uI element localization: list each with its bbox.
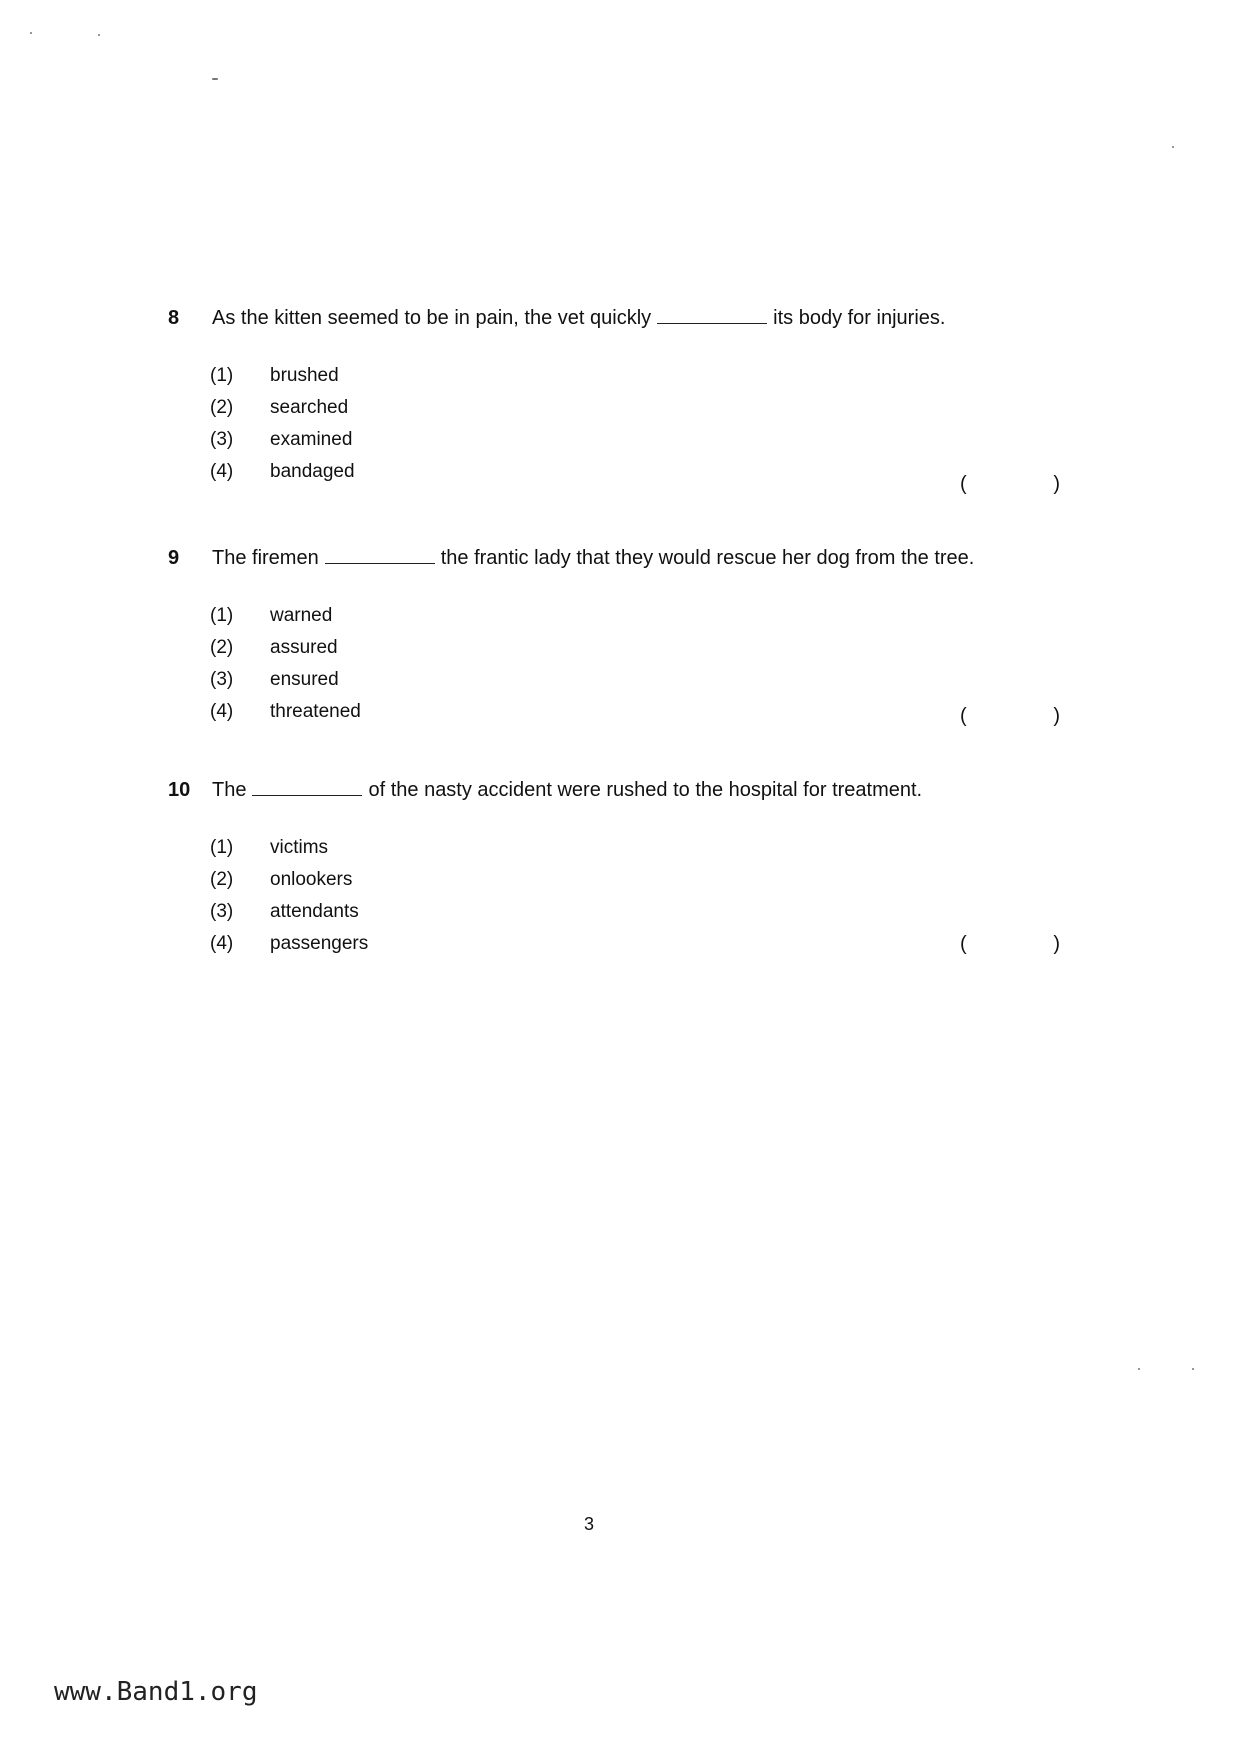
option-number: (3) <box>210 669 234 690</box>
question-text-before: The firemen <box>212 547 319 569</box>
answer-open-paren: ( <box>960 705 967 727</box>
option-text: threatened <box>270 701 361 722</box>
option-text: passengers <box>270 933 369 954</box>
option-text: bandaged <box>270 461 355 482</box>
answer-box[interactable] <box>960 928 1060 960</box>
question-text <box>212 538 974 578</box>
answer-open-paren: ( <box>960 473 967 495</box>
question-text-after: of the nasty accident were rushed to the hospital for treatment. <box>368 779 923 801</box>
option-text: warned <box>270 605 333 626</box>
option-text: examined <box>270 429 353 450</box>
question-number: 9 <box>168 547 180 569</box>
answer-box[interactable] <box>960 468 1060 500</box>
answer-blank <box>325 545 435 564</box>
page-number: 3 <box>584 1514 595 1534</box>
question-text <box>212 298 945 338</box>
option-number: (2) <box>210 397 234 418</box>
option-number: (1) <box>210 365 234 386</box>
watermark-url: www.Band1.org <box>54 1677 258 1707</box>
option-text: victims <box>270 837 329 858</box>
question-text-before: The <box>212 779 247 801</box>
scan-speck <box>30 32 32 34</box>
answer-close-paren: ) <box>1053 705 1060 727</box>
option-text: searched <box>270 397 349 418</box>
option-number: (2) <box>210 637 234 658</box>
question-stem <box>168 298 1068 338</box>
option-text: ensured <box>270 669 339 690</box>
option-number: (2) <box>210 869 234 890</box>
question-number: 10 <box>168 779 191 801</box>
answer-close-paren: ) <box>1053 473 1060 495</box>
option-number: (1) <box>210 605 234 626</box>
question-text <box>212 770 922 810</box>
scan-speck <box>98 34 100 36</box>
question-8 <box>168 298 1068 495</box>
question-text-before: As the kitten seemed to be in pain, the vet quickly <box>212 307 652 329</box>
option-number: (1) <box>210 837 234 858</box>
option-number: (3) <box>210 429 234 450</box>
answer-open-paren: ( <box>960 933 967 955</box>
option-number: (4) <box>210 933 234 954</box>
option-number: (4) <box>210 461 234 482</box>
answer-blank <box>252 777 362 796</box>
scan-speck <box>1192 1368 1194 1370</box>
question-number: 8 <box>168 307 180 329</box>
scan-speck <box>1172 146 1174 148</box>
answer-close-paren: ) <box>1053 933 1060 955</box>
option-text: assured <box>270 637 338 658</box>
option-number: (3) <box>210 901 234 922</box>
question-10 <box>168 770 1068 955</box>
question-9 <box>168 538 1068 727</box>
option-text: attendants <box>270 901 359 922</box>
scan-speck <box>212 78 218 80</box>
answer-blank <box>657 305 767 324</box>
option-number: (4) <box>210 701 234 722</box>
answer-box[interactable] <box>960 700 1060 732</box>
question-text-after: the frantic lady that they would rescue her dog from the tree. <box>440 547 975 569</box>
scan-speck <box>1138 1368 1140 1370</box>
question-stem <box>168 538 1068 578</box>
question-text-after: its body for injuries. <box>773 307 946 329</box>
question-stem <box>168 770 1068 810</box>
option-text: brushed <box>270 365 339 386</box>
option-text: onlookers <box>270 869 353 890</box>
